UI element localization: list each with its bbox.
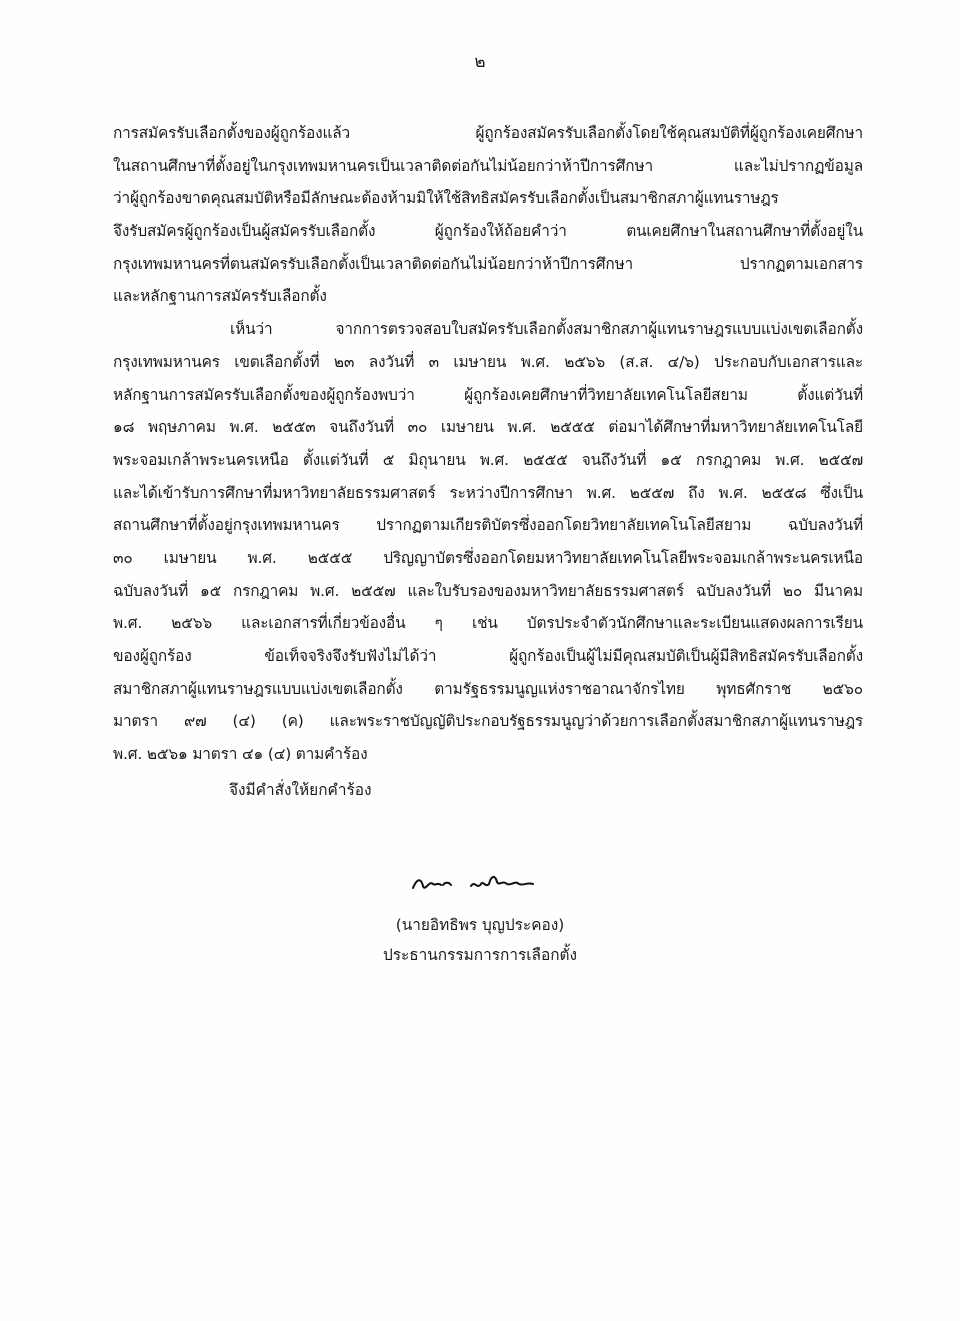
page-number: ๒: [474, 52, 486, 72]
text-line: ๑๘ พฤษภาคม พ.ศ. ๒๕๕๓ จนถึงวันที่ ๓๐ เมษายน พ.ศ. ๒๕๕๕ ต่อมาได้ศึกษาที่มหาวิทยาลัยเทคโนโลยี: [113, 418, 863, 437]
text-line: เห็นว่า จากการตรวจสอบใบสมัครรับเลือกตั้งสมาชิกสภาผู้แทนราษฎรแบบแบ่งเขตเลือกตั้ง: [230, 320, 863, 339]
text-line: พ.ศ. ๒๕๖๖ และเอกสารที่เกี่ยวข้องอื่น ๆ เช่น บัตรประจำตัวนักศึกษาและระเบียนแสดงผลการเรียน: [113, 614, 863, 633]
signatory-title: ประธานกรรมการการเลือกตั้ง: [382, 946, 578, 964]
text-line: การสมัครรับเลือกตั้งของผู้ถูกร้องแล้ว ผู้ถูกร้องสมัครรับเลือกตั้งโดยใช้คุณสมบัติที่ผู้ถูกร้องเคยศึกษา: [113, 124, 863, 142]
text-line: พ.ศ. ๒๕๖๑ มาตรา ๔๑ (๔) ตามคำร้อง: [113, 745, 368, 764]
text-line: หลักฐานการสมัครรับเลือกตั้งของผู้ถูกร้องพบว่า ผู้ถูกร้องเคยศึกษาที่วิทยาลัยเทคโนโลยีสยาม ตั้งแต่วันที่: [113, 385, 863, 404]
text-line: มาตรา ๙๗ (๔) (ค) และพระราชบัญญัติประกอบรัฐธรรมนูญว่าด้วยการเลือกตั้งสมาชิกสภาผู้แทนราษฎร: [113, 712, 863, 731]
text-line: กรุงเทพมหานคร เขตเลือกตั้งที่ ๒๓ ลงวันที่ ๓ เมษายน พ.ศ. ๒๕๖๖ (ส.ส. ๔/๖) ประกอบกับเอกสารและ: [113, 352, 863, 371]
text-line: จึงรับสมัครผู้ถูกร้องเป็นผู้สมัครรับเลือกตั้ง ผู้ถูกร้องให้ถ้อยคำว่า ตนเคยศึกษาในสถานศึกษาที่ตั้งอยู่ใน: [113, 222, 863, 241]
text-line: ๓๐ เมษายน พ.ศ. ๒๕๕๕ ปริญญาบัตรซึ่งออกโดยมหาวิทยาลัยเทคโนโลยีพระจอมเกล้าพระนครเหนือ: [113, 548, 863, 567]
handwritten-signature-icon: [405, 870, 565, 898]
text-line: สมาชิกสภาผู้แทนราษฎรแบบแบ่งเขตเลือกตั้ง ตามรัฐธรรมนูญแห่งราชอาณาจักรไทย พุทธศักราช ๒๕๖๐: [113, 679, 863, 698]
document-body: [113, 117, 863, 771]
text-line: สถานศึกษาที่ตั้งอยู่กรุงเทพมหานคร ปรากฏตามเกียรติบัตรซึ่งออกโดยวิทยาลัยเทคโนโลยีสยาม ฉบับลงวันที่: [113, 516, 863, 535]
text-line: ในสถานศึกษาที่ตั้งอยู่ในกรุงเทพมหานครเป็นเวลาติดต่อกันไม่น้อยกว่าห้าปีการศึกษา และไม่ปรากฏข้อมูล: [113, 156, 863, 175]
text-line: ว่าผู้ถูกร้องขาดคุณสมบัติหรือมีลักษณะต้องห้ามมิให้ใช้สิทธิสมัครรับเลือกตั้งเป็นสมาชิกสภาผู้แทนราษฎร: [113, 189, 779, 208]
text-line: และหลักฐานการสมัครรับเลือกตั้ง: [113, 287, 327, 306]
text-line: พระจอมเกล้าพระนครเหนือ ตั้งแต่วันที่ ๕ มิถุนายน พ.ศ. ๒๕๕๕ จนถึงวันที่ ๑๕ กรกฎาคม พ.ศ. ๒๕๕๗: [113, 450, 863, 469]
text-line: ของผู้ถูกร้อง ข้อเท็จจริงจึงรับฟังไม่ได้ว่า ผู้ถูกร้องเป็นผู้ไม่มีคุณสมบัติเป็นผู้มีสิทธิสมัครรับเลือกตั้ง: [113, 647, 863, 665]
signatory-name: (นายอิทธิพร บุญประคอง): [395, 916, 565, 934]
text-line: ฉบับลงวันที่ ๑๕ กรกฎาคม พ.ศ. ๒๕๕๗ และใบรับรองของมหาวิทยาลัยธรรมศาสตร์ ฉบับลงวันที่ ๒๐ มีนาคม: [113, 581, 863, 600]
closing-statement: จึงมีคำสั่งให้ยกคำร้อง: [229, 781, 372, 799]
text-line: และได้เข้ารับการศึกษาที่มหาวิทยาลัยธรรมศาสตร์ ระหว่างปีการศึกษา พ.ศ. ๒๕๕๗ ถึง พ.ศ. ๒๕๕๘ ซึ่งเป็น: [113, 483, 863, 502]
text-line: กรุงเทพมหานครที่ตนสมัครรับเลือกตั้งเป็นเวลาติดต่อกันไม่น้อยกว่าห้าปีการศึกษา ปรากฏตามเอกสาร: [113, 254, 863, 273]
